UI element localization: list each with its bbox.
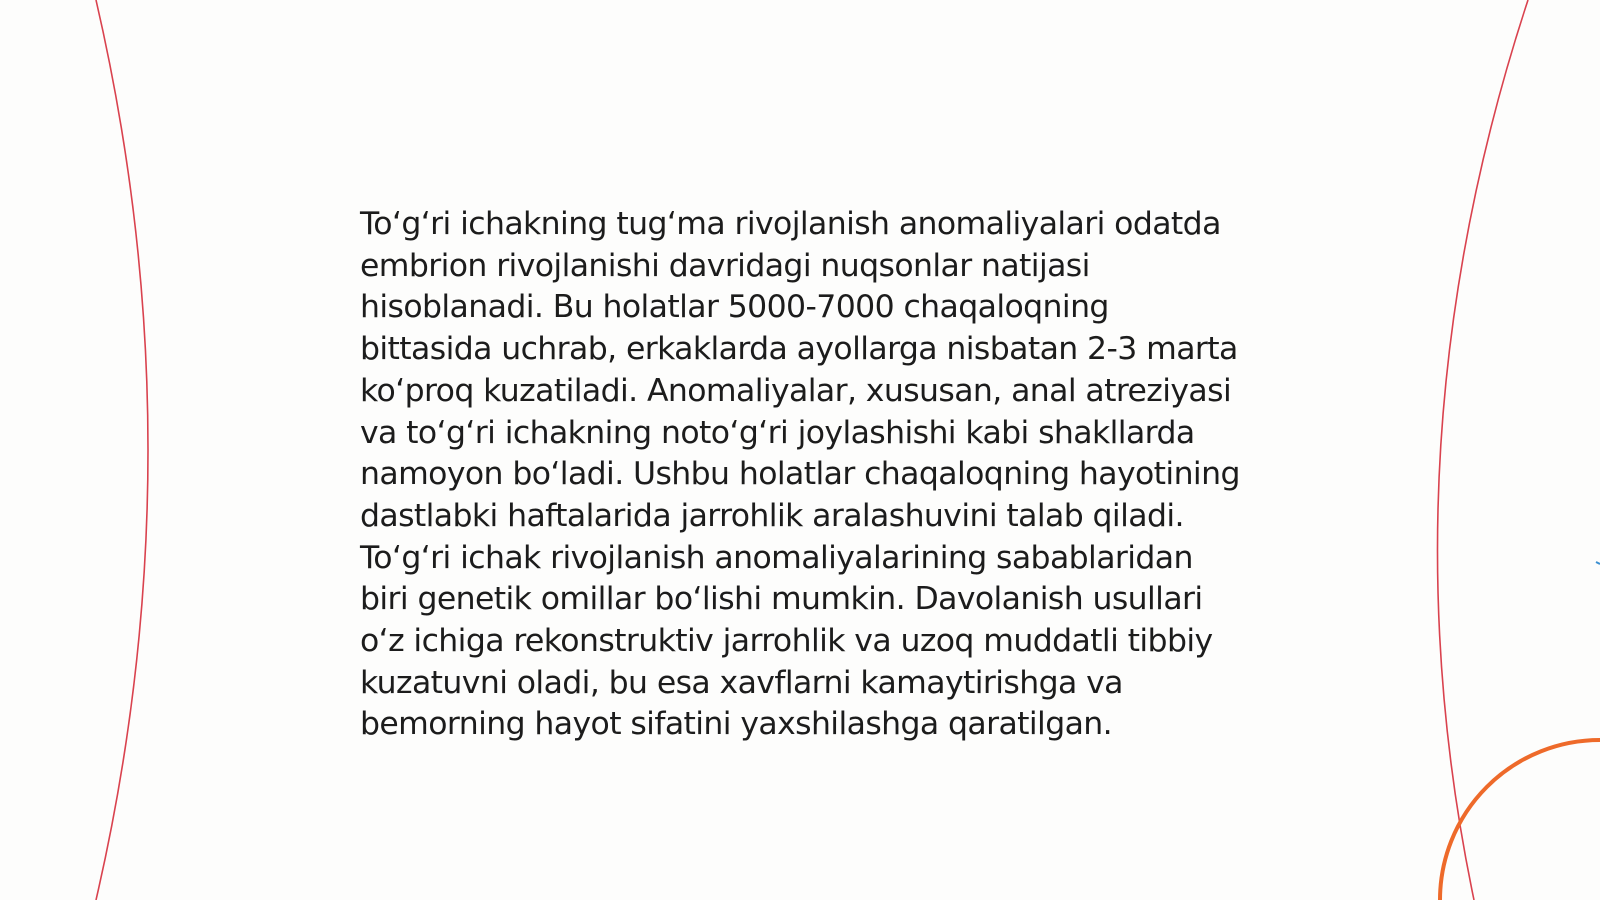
left-curve <box>96 0 148 900</box>
right-curve <box>1437 0 1528 900</box>
body-paragraph: To‘g‘ri ichakning tug‘ma rivojlanish anomaliyalari odatda embrion rivojlanishi davridagi nuqsonlar natijasi hisoblanadi. Bu holatlar 5000-7000 chaqaloqning bittasida uchrab, erkaklarda ayollarga nisbatan 2-3 marta ko‘proq kuzatiladi. Anomaliyalar, xususan, anal atreziyasi va to‘g‘ri ichakning noto‘g‘ri joylashishi kabi shakllarda namoyon bo‘ladi. Ushbu holatlar chaqaloqning hayotining dastlabki haftalarida jarrohlik aralashuvini talab qiladi. To‘g‘ri ichak rivojlanish anomaliyalarining sabablaridan biri genetik omillar bo‘lishi mumkin. Davolanish usullari o‘z ichiga rekonstruktiv jarrohlik va uzoq muddatli tibbiy kuzatuvni oladi, bu esa xavflarni kamaytirishga va bemorning hayot sifatini yaxshilashga qaratilgan. <box>360 206 1240 743</box>
blue-tick <box>1596 562 1600 564</box>
orange-arc <box>1440 740 1600 900</box>
